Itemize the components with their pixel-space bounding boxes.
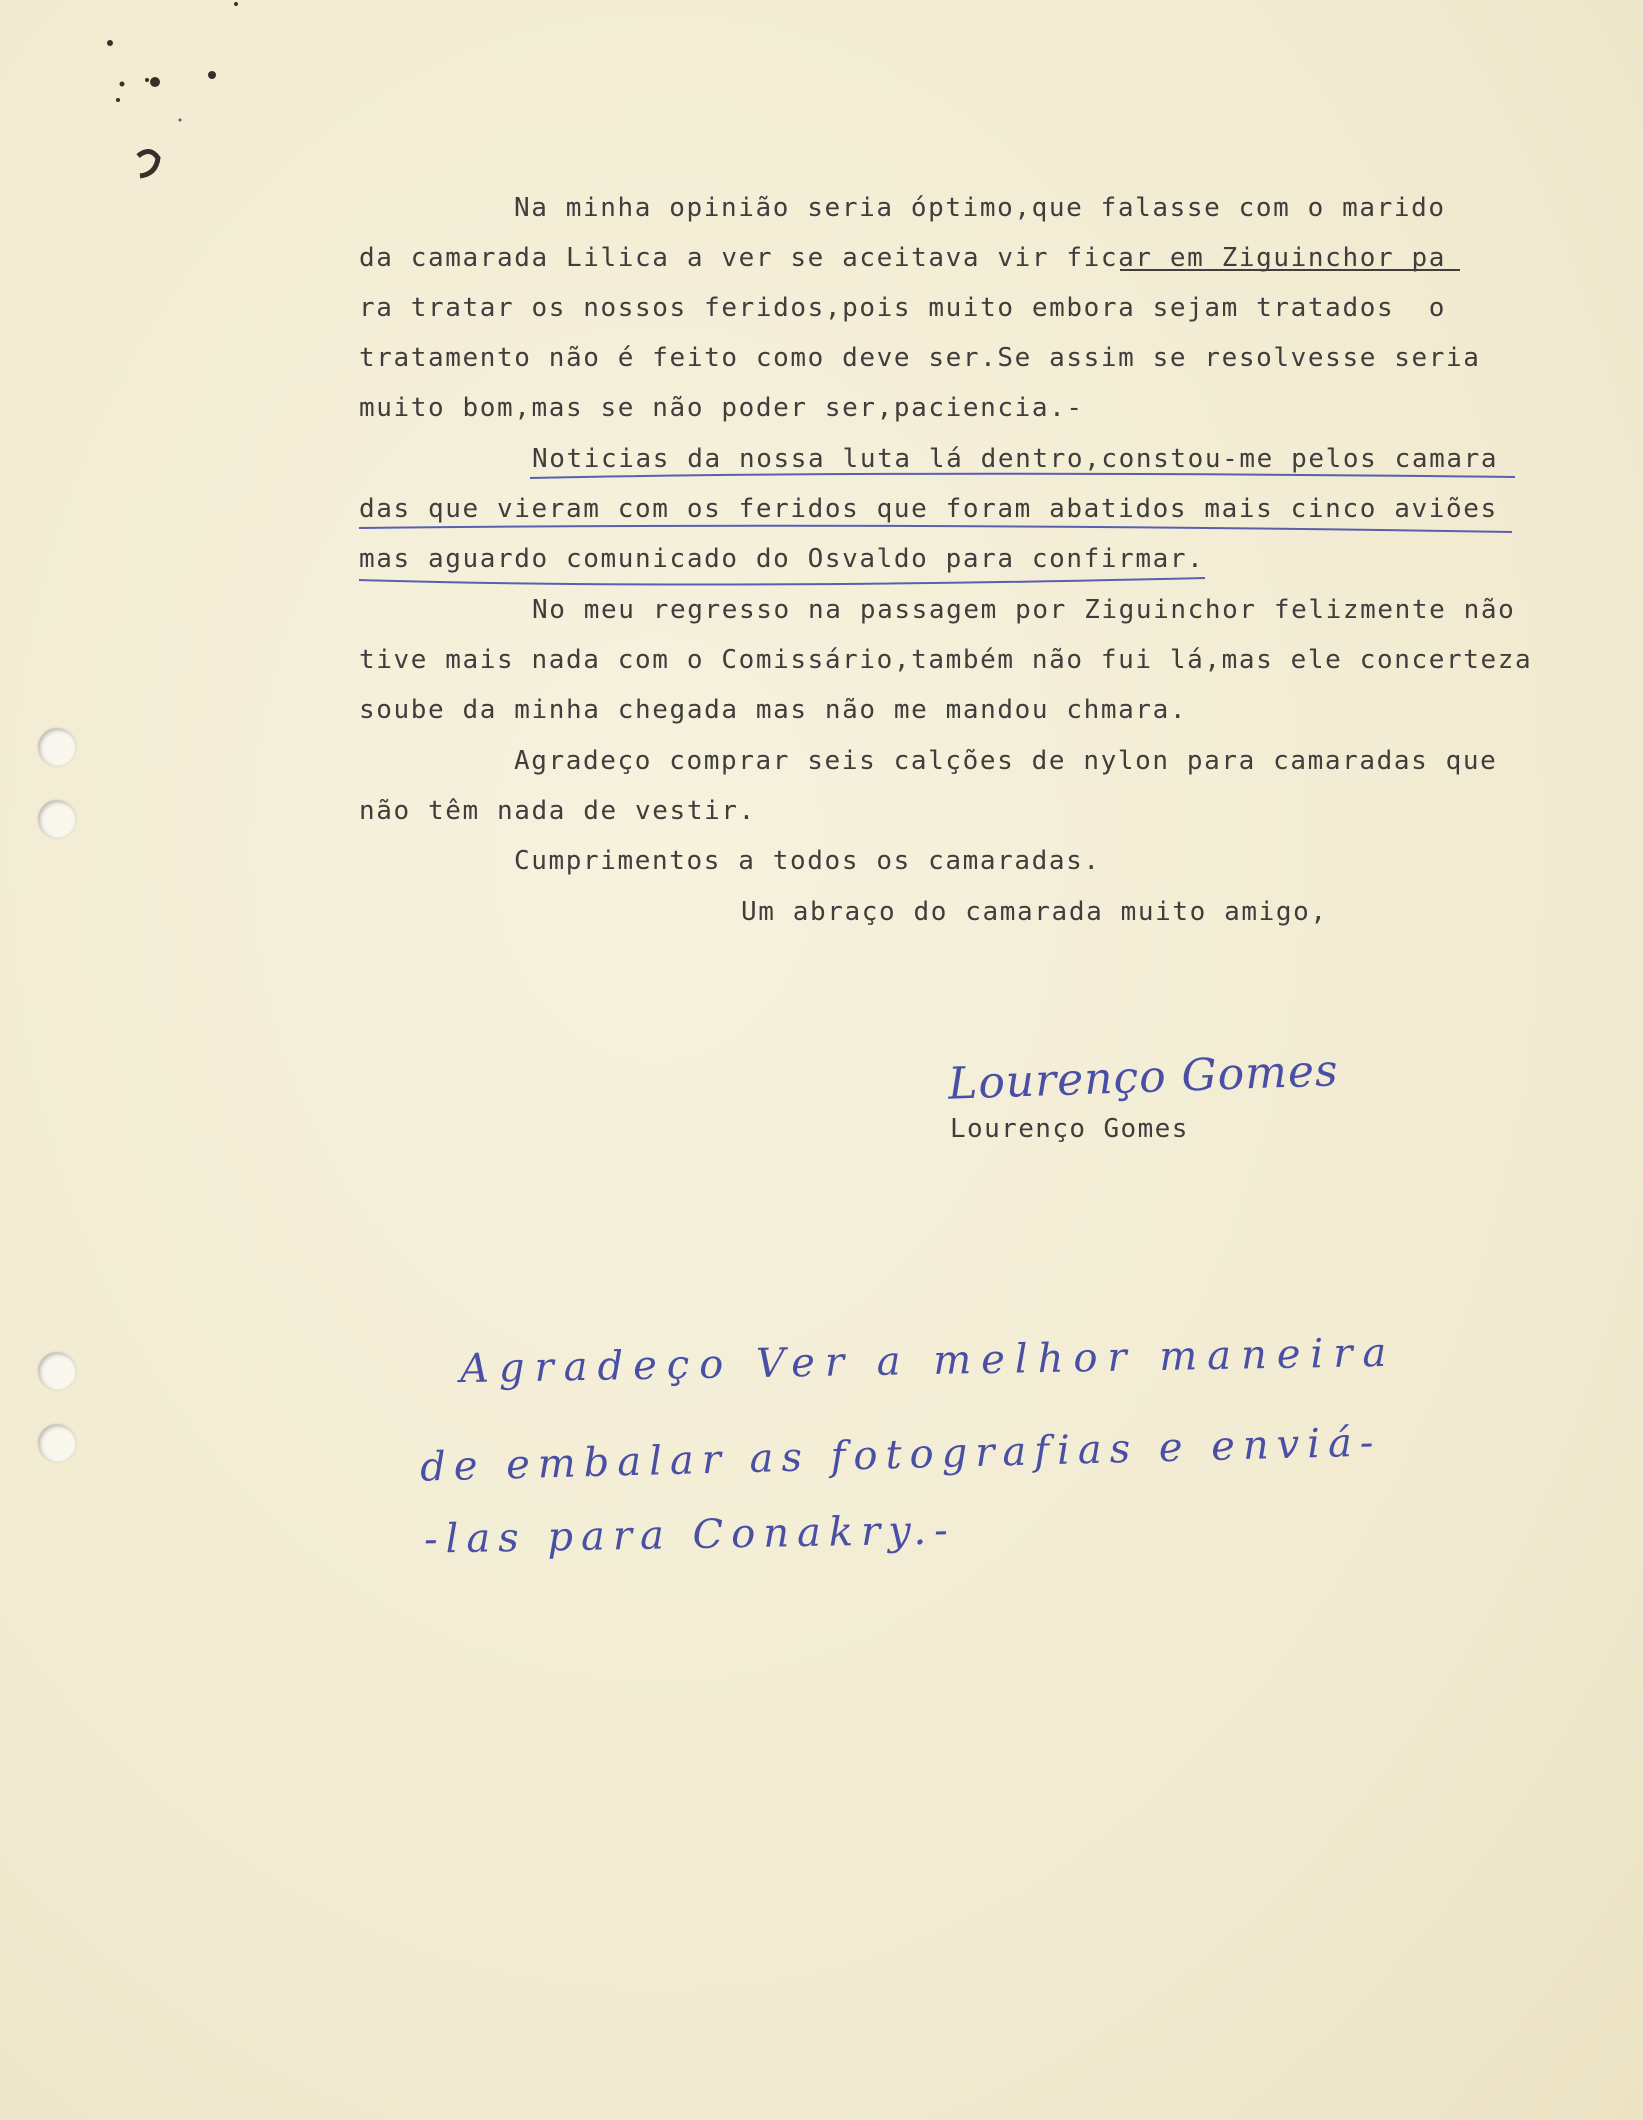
signature-name: Lourenço Gomes: [950, 1114, 1189, 1144]
letter-line: Cumprimentos a todos os camaradas.: [514, 846, 1101, 876]
handwritten-signature: Lourenço Gomes: [947, 1045, 1340, 1110]
letter-line: tive mais nada com o Comissário,também não fui lá,mas ele concerteza: [359, 645, 1533, 675]
letter-line: ra tratar os nossos feridos,pois muito embora sejam tratados o: [359, 293, 1446, 323]
letter-line: soube da minha chegada mas não me mandou chmara.: [359, 695, 1188, 725]
letter-line: Noticias da nossa luta lá dentro,constou-me pelos camara: [532, 444, 1499, 474]
punch-hole: [38, 1352, 76, 1390]
punch-hole: [38, 1424, 76, 1462]
letter-line: da camarada Lilica a ver se aceitava vir ficar em Ziguinchor pa: [359, 243, 1446, 273]
letter-line: Agradeço comprar seis calções de nylon para camaradas que: [514, 746, 1498, 776]
handwritten-note-line: de embalar as fotografias e enviá-: [419, 1419, 1382, 1491]
letter-line: Um abraço do camarada muito amigo,: [741, 897, 1328, 927]
handwritten-note-line: -las para Conakry.-: [423, 1507, 957, 1563]
handwritten-note-line: Agradeço Ver a melhor maneira: [459, 1329, 1397, 1393]
pen-underlines: [0, 0, 1643, 700]
letter-line: muito bom,mas se não poder ser,paciencia.-: [359, 393, 1084, 423]
letter-line: Na minha opinião seria óptimo,que falasse com o marido: [514, 193, 1446, 223]
letter-line: mas aguardo comunicado do Osvaldo para confirmar.: [359, 544, 1205, 574]
letter-line: das que vieram com os feridos que foram abatidos mais cinco aviões: [359, 494, 1498, 524]
letter-line: tratamento não é feito como deve ser.Se assim se resolvesse seria: [359, 343, 1481, 373]
punch-hole: [38, 800, 76, 838]
letter-line: No meu regresso na passagem por Ziguinchor felizmente não: [532, 595, 1516, 625]
punch-hole: [38, 728, 76, 766]
letter-line: não têm nada de vestir.: [359, 796, 756, 826]
